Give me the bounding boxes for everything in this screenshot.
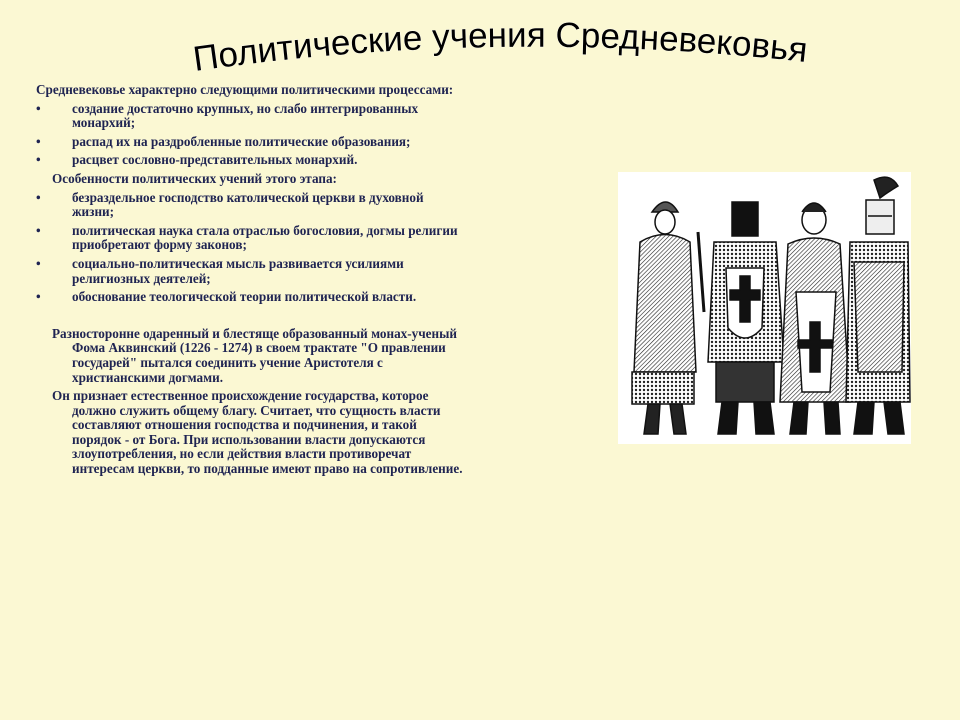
feature-item — [36, 290, 466, 305]
feature-item — [36, 257, 466, 286]
process-text: распад их на раздробленные политические образования; — [72, 133, 411, 149]
figure-templar — [780, 203, 850, 434]
feature-item — [36, 224, 466, 253]
medieval-figures-image — [618, 172, 911, 444]
medieval-figures-drawing — [618, 172, 911, 444]
process-item — [36, 135, 466, 150]
process-item — [36, 153, 466, 168]
feature-item — [36, 191, 466, 220]
bullet-icon: • — [36, 289, 41, 305]
slide-body — [36, 83, 466, 481]
feature-text: безраздельное господство католической церкви в духовной жизни; — [72, 189, 424, 220]
feature-text: обоснование теологической теории политической власти. — [72, 289, 417, 305]
bullet-icon: • — [36, 152, 41, 168]
process-text: расцвет сословно-представительных монархий. — [72, 152, 358, 168]
figure-knight-cross — [708, 202, 784, 434]
intro-text: Средневековье характерно следующими политическими процессами: — [36, 82, 454, 97]
figure-plumed-knight — [846, 177, 910, 434]
process-text: создание достаточно крупных, но слабо интегрированных монархий; — [72, 100, 419, 131]
bullet-icon: • — [36, 222, 41, 238]
slide-title-text: Политические учения Средневековья — [190, 15, 810, 79]
feature-text: социально-политическая мысль развивается усилиями религиозных деятелей; — [72, 255, 404, 286]
process-item — [36, 102, 466, 131]
svg-text:Политические учения Средневеко — [191, 16, 810, 79]
feature-text: политическая наука стала отраслью богословия, догмы религии приобретают форму законов; — [72, 222, 458, 253]
bullet-icon: • — [36, 100, 41, 116]
figure-crusader — [632, 202, 704, 434]
aquinas-paragraph: Разносторонне одаренный и блестяще образованный монах-ученый Фома Аквинский (1226 - 1274) в своем трактате "О правлении государей" пытался соединить учение Аристотеля с христианскими догмами. — [52, 325, 458, 385]
bullet-icon: • — [36, 133, 41, 149]
aquinas-view-paragraph: Он признает естественное происхождение государства, которое должно служить общему благу. Считает, что сущность власти составляют отношения господства и подчинения, и такой порядок - от Бога. При использовании власти допускаются злоупотребления, но если действия власти противоречат интересам церкви, то подданные имеют право на сопротивление. — [52, 388, 463, 477]
bullet-icon: • — [36, 255, 41, 271]
bullet-icon: • — [36, 189, 41, 205]
features-heading: Особенности политических учений этого этапа: — [52, 170, 337, 186]
